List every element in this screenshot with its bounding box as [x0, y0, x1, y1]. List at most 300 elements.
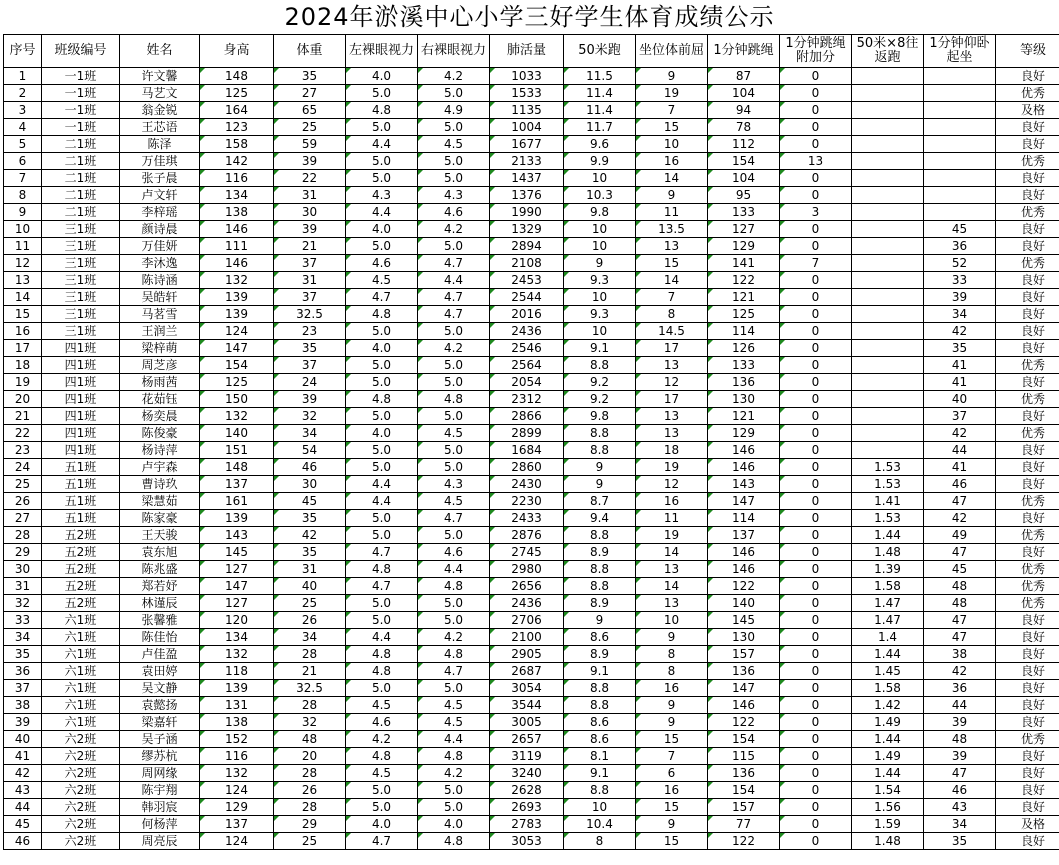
cell-name: 杨诗萍 [120, 442, 200, 459]
cell-rope-skipping: 121 [708, 289, 780, 306]
cell-weight: 39 [274, 391, 346, 408]
cell-sit-and-reach: 14 [636, 544, 708, 561]
cell-sit-and-reach: 13 [636, 561, 708, 578]
cell-weight: 31 [274, 561, 346, 578]
table-row [4, 612, 1059, 629]
header-cell-weight: 体重 [274, 35, 346, 68]
cell-rope-skipping: 114 [708, 323, 780, 340]
table-row [4, 714, 1059, 731]
cell-height: 124 [200, 323, 274, 340]
cell-lung-capacity: 3053 [490, 833, 564, 850]
cell-rope-skipping: 78 [708, 119, 780, 136]
cell-lung-capacity: 2133 [490, 153, 564, 170]
cell-sit-ups: 39 [924, 748, 996, 765]
cell-name: 翁金锐 [120, 102, 200, 119]
cell-shuttle-run: 1.53 [852, 476, 924, 493]
cell-lung-capacity: 2628 [490, 782, 564, 799]
cell-grade: 良好 [996, 170, 1059, 187]
cell-sit-ups [924, 187, 996, 204]
cell-rope-skipping: 87 [708, 68, 780, 85]
cell-left-vision: 4.7 [346, 544, 418, 561]
cell-shuttle-run: 1.59 [852, 816, 924, 833]
cell-rope-bonus: 0 [780, 357, 852, 374]
cell-lung-capacity: 2866 [490, 408, 564, 425]
cell-50m-run: 10 [564, 221, 636, 238]
cell-sit-and-reach: 12 [636, 476, 708, 493]
cell-shuttle-run [852, 170, 924, 187]
cell-sit-and-reach: 10 [636, 136, 708, 153]
cell-right-vision: 4.0 [418, 816, 490, 833]
cell-class: 六1班 [42, 612, 120, 629]
table-row [4, 697, 1059, 714]
cell-class: 六2班 [42, 799, 120, 816]
table-row [4, 731, 1059, 748]
header-cell-lung-capacity: 肺活量 [490, 35, 564, 68]
cell-grade: 良好 [996, 799, 1059, 816]
cell-name: 周网缘 [120, 765, 200, 782]
cell-grade: 良好 [996, 476, 1059, 493]
cell-rope-bonus: 0 [780, 748, 852, 765]
cell-lung-capacity: 2436 [490, 595, 564, 612]
cell-50m-run: 9.1 [564, 663, 636, 680]
cell-index: 36 [4, 663, 42, 680]
cell-grade: 优秀 [996, 85, 1059, 102]
cell-sit-ups: 46 [924, 476, 996, 493]
cell-right-vision: 5.0 [418, 612, 490, 629]
table-row [4, 442, 1059, 459]
cell-sit-and-reach: 9 [636, 697, 708, 714]
cell-height: 139 [200, 289, 274, 306]
cell-height: 111 [200, 238, 274, 255]
cell-name: 林谨辰 [120, 595, 200, 612]
cell-name: 卢宇森 [120, 459, 200, 476]
cell-rope-skipping: 141 [708, 255, 780, 272]
cell-50m-run: 10 [564, 238, 636, 255]
cell-rope-bonus: 0 [780, 629, 852, 646]
cell-lung-capacity: 2876 [490, 527, 564, 544]
cell-sit-ups: 35 [924, 340, 996, 357]
table-row [4, 119, 1059, 136]
cell-name: 曹诗玖 [120, 476, 200, 493]
table-row [4, 68, 1059, 85]
cell-right-vision: 4.2 [418, 629, 490, 646]
cell-sit-and-reach: 19 [636, 459, 708, 476]
cell-height: 164 [200, 102, 274, 119]
cell-sit-ups: 47 [924, 629, 996, 646]
cell-right-vision: 4.5 [418, 136, 490, 153]
cell-index: 43 [4, 782, 42, 799]
cell-lung-capacity: 2016 [490, 306, 564, 323]
cell-right-vision: 5.0 [418, 323, 490, 340]
table-row [4, 289, 1059, 306]
cell-shuttle-run: 1.49 [852, 714, 924, 731]
table-row [4, 476, 1059, 493]
cell-sit-and-reach: 8 [636, 306, 708, 323]
cell-index: 19 [4, 374, 42, 391]
cell-grade: 良好 [996, 442, 1059, 459]
header-cell-index: 序号 [4, 35, 42, 68]
cell-sit-and-reach: 8 [636, 646, 708, 663]
cell-right-vision: 5.0 [418, 782, 490, 799]
cell-left-vision: 5.0 [346, 153, 418, 170]
cell-rope-skipping: 146 [708, 544, 780, 561]
cell-class: 三1班 [42, 255, 120, 272]
table-row [4, 816, 1059, 833]
cell-50m-run: 8.6 [564, 714, 636, 731]
cell-weight: 30 [274, 476, 346, 493]
cell-lung-capacity: 3054 [490, 680, 564, 697]
cell-name: 王天骏 [120, 527, 200, 544]
cell-50m-run: 8.9 [564, 595, 636, 612]
cell-index: 31 [4, 578, 42, 595]
cell-rope-bonus: 0 [780, 221, 852, 238]
cell-height: 145 [200, 544, 274, 561]
cell-weight: 31 [274, 187, 346, 204]
cell-class: 四1班 [42, 374, 120, 391]
cell-rope-bonus: 0 [780, 697, 852, 714]
cell-sit-ups: 35 [924, 833, 996, 850]
cell-lung-capacity: 1684 [490, 442, 564, 459]
cell-left-vision: 5.0 [346, 680, 418, 697]
cell-lung-capacity: 2980 [490, 561, 564, 578]
cell-rope-bonus: 7 [780, 255, 852, 272]
cell-grade: 良好 [996, 340, 1059, 357]
table-row [4, 527, 1059, 544]
cell-class: 六1班 [42, 646, 120, 663]
page-title: 2024年淤溪中心小学三好学生体育成绩公示 [284, 3, 775, 31]
cell-50m-run: 8.6 [564, 629, 636, 646]
cell-left-vision: 4.5 [346, 765, 418, 782]
header-cell-height: 身高 [200, 35, 274, 68]
cell-class: 五2班 [42, 527, 120, 544]
cell-height: 127 [200, 561, 274, 578]
cell-index: 10 [4, 221, 42, 238]
cell-50m-run: 10 [564, 323, 636, 340]
cell-50m-run: 8.8 [564, 425, 636, 442]
cell-rope-bonus: 3 [780, 204, 852, 221]
header-cell-rope-bonus: 1分钟跳绳附加分 [780, 35, 852, 68]
cell-rope-bonus: 0 [780, 68, 852, 85]
cell-shuttle-run [852, 255, 924, 272]
table-row [4, 459, 1059, 476]
cell-rope-bonus: 0 [780, 425, 852, 442]
table-row [4, 204, 1059, 221]
cell-name: 梁慧茹 [120, 493, 200, 510]
cell-index: 29 [4, 544, 42, 561]
cell-sit-ups [924, 136, 996, 153]
cell-left-vision: 5.0 [346, 527, 418, 544]
cell-shuttle-run: 1.44 [852, 527, 924, 544]
cell-rope-skipping: 137 [708, 527, 780, 544]
cell-rope-skipping: 136 [708, 765, 780, 782]
cell-grade: 优秀 [996, 527, 1059, 544]
cell-sit-ups: 47 [924, 612, 996, 629]
cell-sit-ups [924, 102, 996, 119]
cell-class: 四1班 [42, 391, 120, 408]
cell-shuttle-run: 1.39 [852, 561, 924, 578]
cell-height: 139 [200, 680, 274, 697]
cell-name: 周芝彦 [120, 357, 200, 374]
cell-lung-capacity: 2453 [490, 272, 564, 289]
cell-50m-run: 9 [564, 612, 636, 629]
cell-sit-and-reach: 18 [636, 442, 708, 459]
cell-sit-and-reach: 14 [636, 578, 708, 595]
header-cell-right-vision: 右裸眼视力 [418, 35, 490, 68]
table-row [4, 238, 1059, 255]
cell-lung-capacity: 2230 [490, 493, 564, 510]
table-row [4, 765, 1059, 782]
cell-right-vision: 4.6 [418, 544, 490, 561]
cell-rope-bonus: 0 [780, 272, 852, 289]
cell-grade: 良好 [996, 459, 1059, 476]
cell-right-vision: 4.8 [418, 578, 490, 595]
cell-weight: 25 [274, 595, 346, 612]
cell-name: 陈兆盛 [120, 561, 200, 578]
cell-class: 四1班 [42, 425, 120, 442]
cell-lung-capacity: 2693 [490, 799, 564, 816]
cell-grade: 优秀 [996, 357, 1059, 374]
cell-sit-ups: 42 [924, 663, 996, 680]
cell-lung-capacity: 1677 [490, 136, 564, 153]
cell-shuttle-run: 1.47 [852, 612, 924, 629]
cell-height: 142 [200, 153, 274, 170]
cell-sit-and-reach: 7 [636, 289, 708, 306]
cell-lung-capacity: 2108 [490, 255, 564, 272]
cell-right-vision: 4.2 [418, 68, 490, 85]
cell-sit-ups: 39 [924, 289, 996, 306]
cell-sit-ups: 36 [924, 238, 996, 255]
cell-rope-skipping: 112 [708, 136, 780, 153]
cell-50m-run: 9.1 [564, 340, 636, 357]
cell-rope-skipping: 130 [708, 629, 780, 646]
cell-class: 二1班 [42, 153, 120, 170]
cell-left-vision: 5.0 [346, 323, 418, 340]
cell-rope-skipping: 147 [708, 680, 780, 697]
cell-50m-run: 10 [564, 289, 636, 306]
cell-class: 五2班 [42, 595, 120, 612]
cell-grade: 良好 [996, 374, 1059, 391]
cell-50m-run: 9.8 [564, 408, 636, 425]
cell-index: 4 [4, 119, 42, 136]
cell-class: 五1班 [42, 476, 120, 493]
cell-sit-and-reach: 7 [636, 102, 708, 119]
cell-rope-skipping: 146 [708, 442, 780, 459]
cell-weight: 29 [274, 816, 346, 833]
cell-shuttle-run: 1.56 [852, 799, 924, 816]
cell-weight: 45 [274, 493, 346, 510]
cell-lung-capacity: 2706 [490, 612, 564, 629]
cell-left-vision: 4.0 [346, 68, 418, 85]
cell-grade: 优秀 [996, 425, 1059, 442]
cell-left-vision: 5.0 [346, 459, 418, 476]
cell-shuttle-run [852, 391, 924, 408]
cell-index: 6 [4, 153, 42, 170]
cell-index: 30 [4, 561, 42, 578]
cell-sit-and-reach: 14 [636, 170, 708, 187]
cell-sit-ups: 42 [924, 323, 996, 340]
cell-50m-run: 9.4 [564, 510, 636, 527]
cell-left-vision: 5.0 [346, 782, 418, 799]
cell-shuttle-run: 1.44 [852, 646, 924, 663]
cell-sit-ups: 46 [924, 782, 996, 799]
cell-class: 六1班 [42, 629, 120, 646]
cell-height: 147 [200, 578, 274, 595]
cell-right-vision: 4.4 [418, 561, 490, 578]
cell-sit-and-reach: 16 [636, 680, 708, 697]
cell-lung-capacity: 1135 [490, 102, 564, 119]
cell-height: 152 [200, 731, 274, 748]
cell-rope-bonus: 0 [780, 85, 852, 102]
cell-shuttle-run: 1.4 [852, 629, 924, 646]
cell-rope-bonus: 0 [780, 170, 852, 187]
cell-50m-run: 8.6 [564, 731, 636, 748]
cell-height: 139 [200, 306, 274, 323]
cell-shuttle-run: 1.53 [852, 510, 924, 527]
cell-grade: 良好 [996, 323, 1059, 340]
cell-right-vision: 4.4 [418, 731, 490, 748]
cell-sit-ups [924, 170, 996, 187]
header-cell-50m-run: 50米跑 [564, 35, 636, 68]
cell-height: 134 [200, 187, 274, 204]
cell-rope-skipping: 145 [708, 612, 780, 629]
cell-50m-run: 8.8 [564, 578, 636, 595]
cell-weight: 23 [274, 323, 346, 340]
cell-height: 125 [200, 85, 274, 102]
cell-weight: 37 [274, 255, 346, 272]
cell-grade: 及格 [996, 816, 1059, 833]
cell-weight: 34 [274, 425, 346, 442]
cell-right-vision: 5.0 [418, 119, 490, 136]
cell-sit-ups: 38 [924, 646, 996, 663]
header-cell-sit-ups: 1分钟仰卧起坐 [924, 35, 996, 68]
cell-class: 六2班 [42, 748, 120, 765]
cell-shuttle-run [852, 204, 924, 221]
table-row [4, 170, 1059, 187]
cell-grade: 良好 [996, 238, 1059, 255]
cell-shuttle-run [852, 221, 924, 238]
cell-sit-ups: 36 [924, 680, 996, 697]
cell-lung-capacity: 2899 [490, 425, 564, 442]
cell-sit-ups [924, 153, 996, 170]
cell-lung-capacity: 1004 [490, 119, 564, 136]
cell-sit-ups: 39 [924, 714, 996, 731]
cell-weight: 21 [274, 663, 346, 680]
score-table [3, 34, 1059, 850]
cell-rope-bonus: 0 [780, 527, 852, 544]
cell-class: 六2班 [42, 765, 120, 782]
cell-shuttle-run: 1.44 [852, 765, 924, 782]
cell-class: 四1班 [42, 357, 120, 374]
cell-sit-ups: 48 [924, 731, 996, 748]
table-row [4, 799, 1059, 816]
cell-right-vision: 4.3 [418, 476, 490, 493]
cell-rope-bonus: 0 [780, 187, 852, 204]
cell-name: 袁东旭 [120, 544, 200, 561]
cell-grade: 优秀 [996, 493, 1059, 510]
cell-height: 148 [200, 459, 274, 476]
cell-grade: 良好 [996, 510, 1059, 527]
cell-grade: 良好 [996, 612, 1059, 629]
cell-rope-bonus: 0 [780, 765, 852, 782]
cell-lung-capacity: 3005 [490, 714, 564, 731]
cell-sit-ups: 44 [924, 442, 996, 459]
cell-rope-bonus: 0 [780, 289, 852, 306]
cell-grade: 良好 [996, 306, 1059, 323]
cell-rope-skipping: 122 [708, 272, 780, 289]
cell-weight: 21 [274, 238, 346, 255]
cell-grade: 优秀 [996, 561, 1059, 578]
cell-name: 卢佳盈 [120, 646, 200, 663]
cell-index: 45 [4, 816, 42, 833]
cell-grade: 良好 [996, 408, 1059, 425]
cell-weight: 40 [274, 578, 346, 595]
cell-rope-skipping: 104 [708, 85, 780, 102]
cell-sit-and-reach: 15 [636, 799, 708, 816]
cell-grade: 良好 [996, 646, 1059, 663]
table-row [4, 663, 1059, 680]
cell-name: 李梓瑶 [120, 204, 200, 221]
cell-shuttle-run [852, 102, 924, 119]
cell-50m-run: 8.8 [564, 442, 636, 459]
cell-weight: 28 [274, 765, 346, 782]
cell-index: 8 [4, 187, 42, 204]
cell-left-vision: 4.8 [346, 748, 418, 765]
cell-grade: 良好 [996, 663, 1059, 680]
cell-sit-and-reach: 16 [636, 153, 708, 170]
cell-rope-skipping: 154 [708, 782, 780, 799]
cell-rope-bonus: 0 [780, 323, 852, 340]
cell-shuttle-run [852, 323, 924, 340]
cell-left-vision: 4.8 [346, 663, 418, 680]
cell-index: 34 [4, 629, 42, 646]
cell-sit-ups: 45 [924, 561, 996, 578]
cell-weight: 59 [274, 136, 346, 153]
table-row [4, 595, 1059, 612]
cell-rope-bonus: 0 [780, 816, 852, 833]
cell-class: 三1班 [42, 272, 120, 289]
cell-left-vision: 5.0 [346, 374, 418, 391]
cell-name: 陈俊豪 [120, 425, 200, 442]
cell-class: 二1班 [42, 136, 120, 153]
cell-lung-capacity: 2687 [490, 663, 564, 680]
cell-weight: 65 [274, 102, 346, 119]
cell-weight: 39 [274, 153, 346, 170]
cell-name: 马茗雪 [120, 306, 200, 323]
cell-right-vision: 4.3 [418, 187, 490, 204]
cell-grade: 良好 [996, 714, 1059, 731]
cell-50m-run: 11.7 [564, 119, 636, 136]
cell-sit-and-reach: 13 [636, 357, 708, 374]
cell-index: 35 [4, 646, 42, 663]
cell-weight: 24 [274, 374, 346, 391]
cell-sit-and-reach: 10 [636, 612, 708, 629]
cell-index: 27 [4, 510, 42, 527]
cell-left-vision: 4.8 [346, 102, 418, 119]
table-row [4, 357, 1059, 374]
cell-class: 三1班 [42, 306, 120, 323]
table-row [4, 153, 1059, 170]
cell-index: 44 [4, 799, 42, 816]
cell-shuttle-run [852, 238, 924, 255]
cell-rope-skipping: 157 [708, 799, 780, 816]
cell-right-vision: 5.0 [418, 153, 490, 170]
cell-name: 周亮辰 [120, 833, 200, 850]
cell-grade: 良好 [996, 697, 1059, 714]
cell-rope-skipping: 146 [708, 561, 780, 578]
cell-left-vision: 5.0 [346, 595, 418, 612]
cell-index: 26 [4, 493, 42, 510]
cell-right-vision: 4.8 [418, 833, 490, 850]
